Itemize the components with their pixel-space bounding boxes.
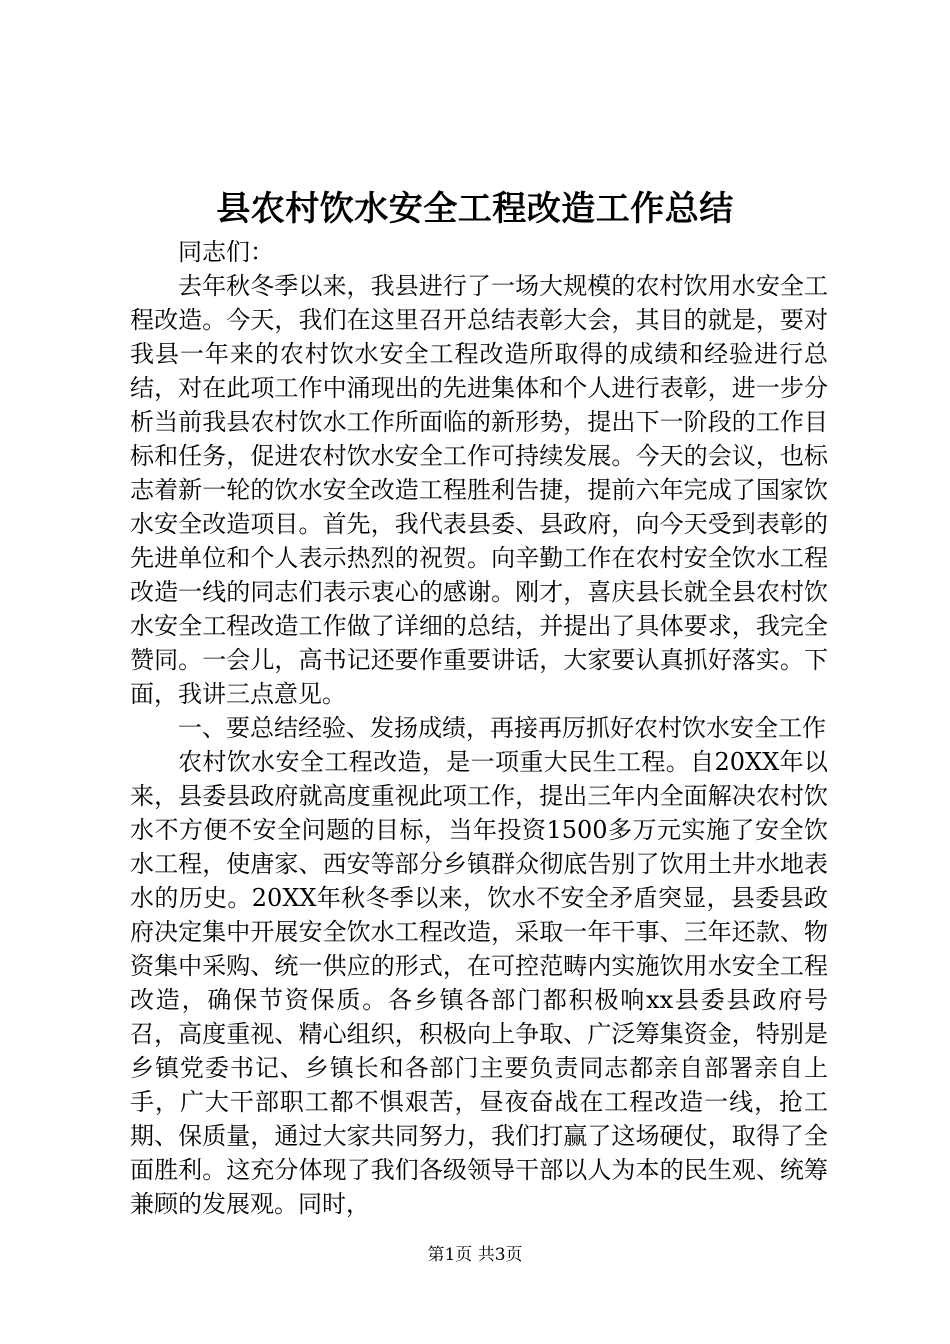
page-footer: 第1页 共3页 bbox=[427, 1245, 523, 1265]
paragraph-intro: 去年秋冬季以来，我县进行了一场大规模的农村饮用水安全工程改造。今天，我们在这里召开总结表彰大会，其目的就是，要对我县一年来的农村饮水安全工程改造所取得的成绩和经验进行总结，对在此项工作中涌现出的先进集体和个人进行表彰，进一步分析当前我县农村饮水工作所面临的新形势，提出下一阶段的工作目标和任务，促进农村饮水安全工作可持续发展。今天的会议，也标志着新一轮的饮水安全改造工程胜利告捷，提前六年完成了国家饮水安全改造项目。首先，我代表县委、县政府，向今天受到表彰的先进单位和个人表示热烈的祝贺。向辛勤工作在农村安全饮水工程改造一线的同志们表示衷心的感谢。刚才，喜庆县长就全县农村饮水安全工程改造工作做了详细的总结，并提出了具体要求，我完全赞同。一会儿，高书记还要作重要讲话，大家要认真抓好落实。下面，我讲三点意见。 bbox=[130, 272, 828, 708]
document-title: 县农村饮水安全工程改造工作总结 bbox=[216, 189, 734, 229]
document-body bbox=[130, 235, 828, 1221]
greeting: 同志们： bbox=[178, 238, 274, 266]
section-heading-1: 一、要总结经验、发扬成绩，再接再厉抓好农村饮水安全工作 bbox=[178, 714, 826, 742]
paragraph-section-1: 农村饮水安全工程改造，是一项重大民生工程。自20XX年以来，县委县政府就高度重视此项工作，提出三年内全面解决农村饮水不方便不安全问题的目标，当年投资1500多万元实施了安全饮水工程，使唐家、西安等部分乡镇群众彻底告别了饮用土井水地表水的历史。20XX年秋冬季以来，饮水不安全矛盾突显，县委县政府决定集中开展安全饮水工程改造，采取一年干事、三年还款、物资集中采购、统一供应的形式，在可控范畴内实施饮用水安全工程改造，确保节资保质。各乡镇各部门都积极响xx县委县政府号召，高度重视、精心组织，积极向上争取、广泛筹集资金，特别是乡镇党委书记、乡镇长和各部门主要负责同志都亲自部署亲自上手，广大干部职工都不惧艰苦，昼夜奋战在工程改造一线，抢工期、保质量，通过大家共同努力，我们打赢了这场硬仗，取得了全面胜利。这充分体现了我们各级领导干部以人为本的民生观、统筹兼顾的发展观。同时， bbox=[130, 748, 828, 1218]
